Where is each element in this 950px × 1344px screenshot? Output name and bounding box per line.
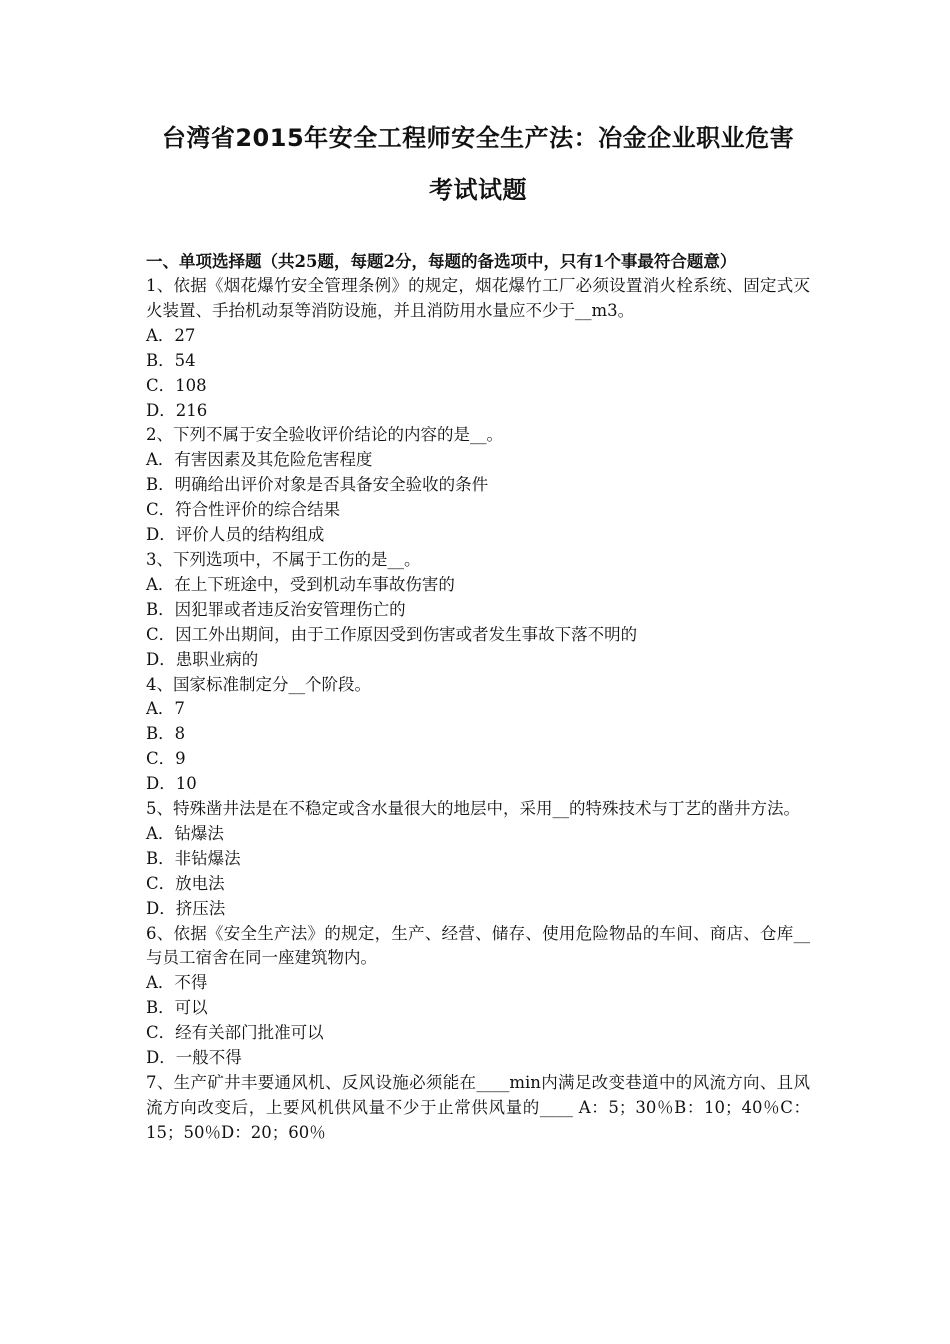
answer-option: B．因犯罪或者违反治安管理伤亡的 [146,599,406,619]
answer-option: C．符合性评价的综合结果 [146,500,341,520]
answer-option: A．不得 [146,973,208,993]
answer-option: C．108 [146,375,207,395]
answer-option: A．钻爆法 [146,823,224,843]
question-stem: 1、依据《烟花爆竹安全管理条例》的规定，烟花爆竹工厂必须设置消火栓系统、固定式灭火装置、手抬机动泵等消防设施，并且消防用水量应不少于__m3。 [146,276,810,320]
answer-option: B．非钻爆法 [146,848,241,868]
answer-option: D．一般不得 [146,1048,242,1068]
question-stem: 4、国家标准制定分__个阶段。 [146,674,371,694]
answer-option: B．8 [146,724,186,744]
answer-option: D．患职业病的 [146,649,259,669]
answer-option: D．216 [146,400,208,420]
answer-option: D．10 [146,774,197,794]
question-item [146,1071,810,1146]
answer-option: B．明确给出评价对象是否具备安全验收的条件 [146,475,489,495]
question-stem: 3、下列选项中，不属于工伤的是__。 [146,549,421,569]
question-item [146,274,810,423]
title-line-1: 台湾省2015年安全工程师安全生产法：冶金企业职业危害 [161,124,795,152]
answer-option: C．经有关部门批准可以 [146,1023,324,1043]
question-stem: 2、下列不属于安全验收评价结论的内容的是__。 [146,425,503,445]
answer-option: B．可以 [146,998,208,1018]
question-item [146,922,810,1071]
title-line-2: 考试试题 [429,176,527,204]
question-stem: 6、依据《安全生产法》的规定，生产、经营、储存、使用危险物品的车间、商店、仓库__与员工宿舍在同一座建筑物内。 [146,923,810,968]
answer-option: A．有害因素及其危险危害程度 [146,450,373,470]
question-list [146,274,810,1146]
question-stem: 5、特殊凿井法是在不稳定或含水量很大的地层中，采用__的特殊技术与丁艺的凿井方法。 [146,799,800,819]
answer-option: A．27 [146,325,196,345]
document-title [146,112,810,216]
question-item [146,548,810,673]
answer-option: C．9 [146,749,186,769]
answer-option: D．评价人员的结构组成 [146,525,325,545]
document-page [146,112,810,1146]
question-item [146,673,810,798]
question-item [146,423,810,548]
question-stem: 7、生产矿井丰要通风机、反风设施必须能在____min内满足改变巷道中的风流方向、且风流方向改变后，上要风机供风量不少于止常供风量的____ A：5；30％B：10；40％C：15；50％D：20；60％ [146,1073,810,1142]
question-item [146,797,810,922]
answer-option: A．7 [146,699,185,719]
answer-option: A．在上下班途中，受到机动车事故伤害的 [146,574,455,594]
answer-option: C．放电法 [146,873,225,893]
answer-option: D．挤压法 [146,898,226,918]
section-heading: 一、单项选择题（共25题，每题2分，每题的备选项中，只有1个事最符合题意） [146,252,737,271]
answer-option: C．因工外出期间，由于工作原因受到伤害或者发生事故下落不明的 [146,624,638,644]
answer-option: B．54 [146,350,196,370]
